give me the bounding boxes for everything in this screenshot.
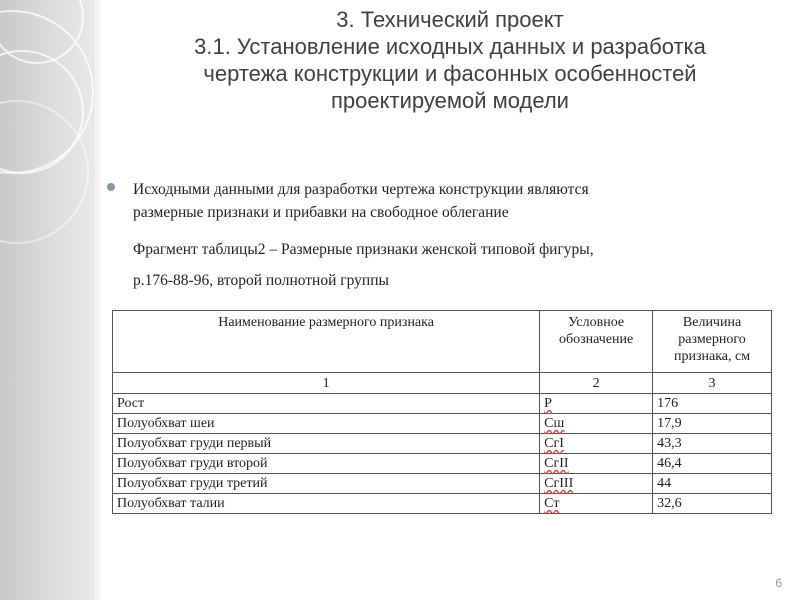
symbol-text: СгI <box>544 436 564 451</box>
column-header: Условное обозначение <box>540 311 653 373</box>
measure-name: Полуобхват шеи <box>113 414 540 434</box>
title-line: чертежа конструкции и фасонных особенностей <box>203 61 697 86</box>
page-number: 6 <box>775 576 782 590</box>
measure-value: 43,3 <box>653 434 772 454</box>
table-row <box>113 494 772 514</box>
decorative-side-band <box>0 0 95 600</box>
text-line: Исходными данными для разработки чертежа конструкции являются <box>133 181 589 198</box>
measure-symbol <box>540 434 653 454</box>
slide-title <box>120 6 780 114</box>
measure-name: Полуобхват талии <box>113 494 540 514</box>
measure-value: 44 <box>653 474 772 494</box>
measure-name: Полуобхват груди первый <box>113 434 540 454</box>
column-header: Величина размерного признака, см <box>653 311 772 373</box>
symbol-text: СгIII <box>544 476 574 491</box>
column-header: Наименование размерного признака <box>113 311 540 373</box>
measure-value: 176 <box>653 394 772 414</box>
measure-name: Рост <box>113 394 540 414</box>
title-line: 3. Технический проект <box>336 7 564 32</box>
column-number: 2 <box>540 373 653 394</box>
measure-name: Полуобхват груди второй <box>113 454 540 474</box>
text-line: р.176-88-96, второй полнотной группы <box>133 272 389 289</box>
table-row <box>113 474 772 494</box>
table-row <box>113 414 772 434</box>
table-row <box>113 434 772 454</box>
text-line: Фрагмент таблицы2 – Размерные признаки женской типовой фигуры, <box>133 241 594 258</box>
symbol-text: Сш <box>544 416 565 431</box>
symbol-text: Ст <box>544 496 560 511</box>
measure-value: 46,4 <box>653 454 772 474</box>
table-row <box>113 394 772 414</box>
symbol-text: Р <box>544 396 552 411</box>
side-shadow <box>97 0 102 600</box>
title-line: проектируемой модели <box>331 88 569 113</box>
measure-symbol <box>540 474 653 494</box>
text-line: размерные признаки и прибавки на свободное облегание <box>133 204 509 221</box>
measure-symbol <box>540 454 653 474</box>
title-line: 3.1. Установление исходных данных и разработка <box>194 34 706 59</box>
column-number: 3 <box>653 373 772 394</box>
measure-value: 32,6 <box>653 494 772 514</box>
table-header-row <box>113 311 772 373</box>
measure-symbol <box>540 494 653 514</box>
bullet-icon <box>107 183 115 191</box>
table-row <box>113 454 772 474</box>
measure-name: Полуобхват груди третий <box>113 474 540 494</box>
measurements-table <box>112 310 772 514</box>
measure-symbol <box>540 394 653 414</box>
column-number: 1 <box>113 373 540 394</box>
slide-body <box>133 178 773 296</box>
symbol-text: СгII <box>544 456 569 471</box>
bullet-paragraph <box>133 178 773 224</box>
table-caption <box>133 234 773 296</box>
column-number-row <box>113 373 772 394</box>
measure-value: 17,9 <box>653 414 772 434</box>
measure-symbol <box>540 414 653 434</box>
